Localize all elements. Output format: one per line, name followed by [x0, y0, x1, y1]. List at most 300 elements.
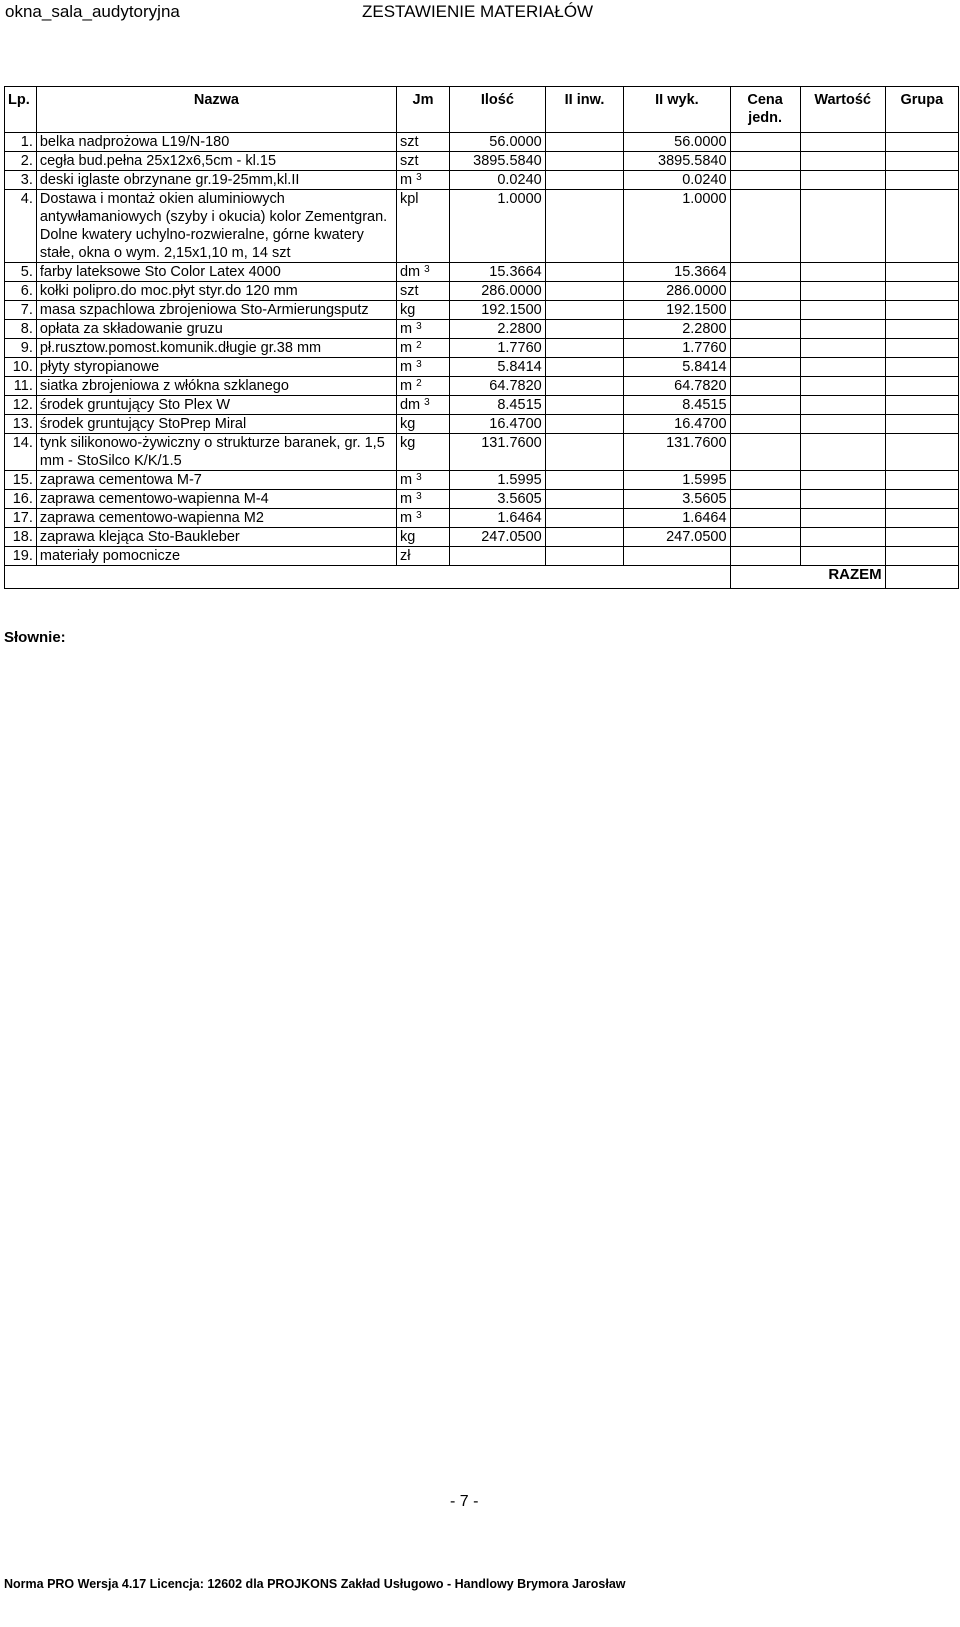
row-qty — [450, 152, 546, 171]
total-label: RAZEM — [730, 566, 885, 589]
row-name — [36, 282, 396, 301]
row-qty — [450, 396, 546, 415]
row-ii-inw — [545, 415, 624, 434]
row-lp — [5, 282, 37, 301]
row-value — [800, 490, 885, 509]
row-qty-text: 16.4700 — [489, 416, 542, 432]
row-ii-inw — [545, 320, 624, 339]
row-jm-text: szt — [399, 153, 419, 169]
row-ii-wyk — [624, 396, 730, 415]
row-name-text: opłata za składowanie gruzu — [39, 321, 223, 337]
row-ii-wyk-text: 16.4700 — [674, 416, 727, 432]
row-lp-text: 5. — [20, 264, 33, 280]
row-value — [800, 282, 885, 301]
row-jm-text: kg — [399, 529, 416, 545]
row-qty-text: 247.0500 — [481, 529, 542, 545]
row-lp-text: 8. — [20, 321, 33, 337]
row-group — [885, 547, 958, 566]
row-ii-wyk — [624, 190, 730, 263]
row-qty-text: 5.8414 — [497, 359, 542, 375]
row-ii-wyk-text: 8.4515 — [682, 397, 727, 413]
row-value — [800, 263, 885, 282]
total-group-cell — [885, 566, 958, 589]
row-name — [36, 152, 396, 171]
row-jm — [396, 396, 449, 415]
document-name: okna_sala_audytoryjna — [5, 2, 180, 21]
row-ii-wyk — [624, 490, 730, 509]
row-ii-inw — [545, 133, 624, 152]
row-name-text: siatka zbrojeniowa z włókna szklanego — [39, 378, 289, 394]
row-group — [885, 471, 958, 490]
row-lp — [5, 509, 37, 528]
row-price — [730, 301, 800, 320]
col-header-wartosc: Wartość — [800, 87, 885, 133]
row-ii-wyk — [624, 339, 730, 358]
row-qty — [450, 377, 546, 396]
table-row — [5, 434, 959, 471]
row-ii-inw — [545, 509, 624, 528]
row-name — [36, 377, 396, 396]
row-qty — [450, 339, 546, 358]
row-ii-wyk — [624, 358, 730, 377]
row-jm-text: kg — [399, 302, 416, 318]
col-header-nazwa: Nazwa — [36, 87, 396, 133]
row-ii-wyk — [624, 133, 730, 152]
row-qty-text: 1.7760 — [497, 340, 542, 356]
document-title: ZESTAWIENIE MATERIAŁÓW — [362, 2, 594, 21]
row-jm-text: m — [399, 472, 413, 488]
row-ii-inw — [545, 339, 624, 358]
row-lp-text: 7. — [20, 302, 33, 318]
row-name-text: materiały pomocnicze — [39, 548, 181, 564]
row-value — [800, 547, 885, 566]
row-price — [730, 434, 800, 471]
row-price — [730, 528, 800, 547]
row-group — [885, 301, 958, 320]
row-ii-wyk-text: 1.7760 — [682, 340, 727, 356]
row-price — [730, 415, 800, 434]
row-name-text: tynk silikonowo-żywiczny o strukturze baranek, gr. 1,5 mm - StoSilco K/K/1.5 — [39, 435, 385, 469]
row-price — [730, 396, 800, 415]
table-row — [5, 152, 959, 171]
table-row — [5, 133, 959, 152]
row-lp-text: 11. — [13, 378, 33, 394]
row-lp — [5, 377, 37, 396]
row-ii-wyk-text: 286.0000 — [666, 283, 727, 299]
row-value — [800, 339, 885, 358]
row-jm — [396, 339, 449, 358]
table-row — [5, 396, 959, 415]
row-qty — [450, 547, 546, 566]
table-row — [5, 471, 959, 490]
row-jm — [396, 547, 449, 566]
row-qty — [450, 263, 546, 282]
row-ii-inw — [545, 358, 624, 377]
row-jm-text: m — [399, 510, 413, 526]
total-spacer — [5, 566, 731, 589]
row-ii-wyk — [624, 152, 730, 171]
row-jm-text: m — [399, 491, 413, 507]
row-jm — [396, 301, 449, 320]
row-lp — [5, 133, 37, 152]
row-qty-text: 192.1500 — [481, 302, 542, 318]
unit-exponent: 3 — [416, 491, 422, 502]
row-jm-text: m — [399, 172, 413, 188]
unit-exponent: 3 — [416, 359, 422, 370]
row-group — [885, 358, 958, 377]
col-header-lp: Lp. — [5, 87, 37, 133]
row-name — [36, 415, 396, 434]
unit-exponent: 3 — [416, 472, 422, 483]
unit-exponent: 3 — [416, 321, 422, 332]
row-price — [730, 171, 800, 190]
row-lp — [5, 320, 37, 339]
row-jm — [396, 471, 449, 490]
row-qty-text: 1.6464 — [497, 510, 542, 526]
row-jm-text: szt — [399, 283, 419, 299]
row-group — [885, 133, 958, 152]
row-ii-inw — [545, 471, 624, 490]
row-jm — [396, 415, 449, 434]
row-name-text: środek gruntujący StoPrep Miral — [39, 416, 247, 432]
row-name — [36, 434, 396, 471]
row-name-text: belka nadprożowa L19/N-180 — [39, 134, 230, 150]
row-price — [730, 263, 800, 282]
row-price — [730, 133, 800, 152]
unit-exponent: 3 — [424, 397, 430, 408]
row-group — [885, 509, 958, 528]
row-ii-wyk — [624, 434, 730, 471]
col-header-ilosc: Ilość — [450, 87, 546, 133]
unit-exponent: 2 — [416, 340, 422, 351]
row-ii-wyk-text: 3.5605 — [682, 491, 727, 507]
row-ii-wyk-text: 5.8414 — [682, 359, 727, 375]
row-lp-text: 1. — [20, 134, 33, 150]
row-qty — [450, 301, 546, 320]
row-group — [885, 320, 958, 339]
row-ii-wyk — [624, 471, 730, 490]
table-row — [5, 377, 959, 396]
row-ii-inw — [545, 171, 624, 190]
row-name-text: farby lateksowe Sto Color Latex 4000 — [39, 264, 281, 280]
row-ii-inw — [545, 396, 624, 415]
row-lp — [5, 263, 37, 282]
row-lp — [5, 528, 37, 547]
row-value — [800, 171, 885, 190]
row-lp — [5, 152, 37, 171]
row-name-text: cegła bud.pełna 25x12x6,5cm - kl.15 — [39, 153, 277, 169]
row-group — [885, 263, 958, 282]
row-ii-wyk — [624, 415, 730, 434]
row-lp-text: 6. — [20, 283, 33, 299]
row-qty — [450, 471, 546, 490]
row-value — [800, 396, 885, 415]
row-jm — [396, 190, 449, 263]
row-jm — [396, 282, 449, 301]
row-jm — [396, 320, 449, 339]
row-qty — [450, 190, 546, 263]
row-qty — [450, 415, 546, 434]
row-name-text: zaprawa cementowo-wapienna M-4 — [39, 491, 269, 507]
table-row — [5, 171, 959, 190]
unit-exponent: 2 — [416, 378, 422, 389]
row-value — [800, 152, 885, 171]
table-row — [5, 320, 959, 339]
row-name-text: kołki polipro.do moc.płyt styr.do 120 mm — [39, 283, 298, 299]
row-jm-text: zł — [399, 548, 411, 564]
row-value — [800, 301, 885, 320]
row-value — [800, 377, 885, 396]
row-name — [36, 509, 396, 528]
row-jm — [396, 528, 449, 547]
row-ii-wyk-text: 56.0000 — [674, 134, 727, 150]
row-lp-text: 4. — [20, 191, 33, 207]
row-name-text: Dostawa i montaż okien aluminiowych antywłamaniowych (szyby i okucia) kolor Zementgran. Dolne kwatery uchylno-rozwieralne, górne kwatery stałe, okna o wym. 2,15x1,10 m, 14 szt — [39, 191, 388, 261]
row-name — [36, 358, 396, 377]
row-name — [36, 339, 396, 358]
row-ii-inw — [545, 190, 624, 263]
row-qty-text: 56.0000 — [489, 134, 542, 150]
row-ii-wyk — [624, 171, 730, 190]
row-jm — [396, 490, 449, 509]
row-value — [800, 358, 885, 377]
row-ii-wyk-text: 15.3664 — [674, 264, 727, 280]
row-lp — [5, 490, 37, 509]
row-name — [36, 320, 396, 339]
row-qty-text: 3895.5840 — [473, 153, 542, 169]
row-qty-text: 8.4515 — [497, 397, 542, 413]
row-name — [36, 133, 396, 152]
row-lp-text: 13. — [12, 416, 33, 432]
row-jm-text: kg — [399, 416, 416, 432]
row-jm-text: kpl — [399, 191, 419, 207]
row-ii-wyk-text: 1.5995 — [682, 472, 727, 488]
table-row — [5, 263, 959, 282]
row-value — [800, 509, 885, 528]
row-lp — [5, 396, 37, 415]
row-ii-inw — [545, 490, 624, 509]
row-lp — [5, 339, 37, 358]
row-jm-text: szt — [399, 134, 419, 150]
row-name-text: środek gruntujący Sto Plex W — [39, 397, 231, 413]
row-jm-text: m — [399, 321, 413, 337]
row-lp — [5, 434, 37, 471]
row-lp-text: 3. — [20, 172, 33, 188]
row-ii-wyk-text: 1.6464 — [682, 510, 727, 526]
row-lp — [5, 171, 37, 190]
row-name — [36, 471, 396, 490]
materials-table — [4, 86, 959, 589]
row-name — [36, 490, 396, 509]
unit-exponent: 3 — [416, 172, 422, 183]
row-lp-text: 2. — [20, 153, 33, 169]
row-ii-wyk-text: 1.0000 — [682, 191, 727, 207]
footer-license: Norma PRO Wersja 4.17 Licencja: 12602 dla PROJKONS Zakład Usługowo - Handlowy Brymora Jarosław — [4, 1577, 626, 1591]
row-name-text: pł.rusztow.pomost.komunik.długie gr.38 mm — [39, 340, 322, 356]
row-lp — [5, 190, 37, 263]
row-price — [730, 471, 800, 490]
row-qty — [450, 320, 546, 339]
row-name — [36, 171, 396, 190]
row-group — [885, 415, 958, 434]
table-row — [5, 490, 959, 509]
row-price — [730, 490, 800, 509]
row-ii-wyk — [624, 528, 730, 547]
row-price — [730, 509, 800, 528]
row-qty-text: 15.3664 — [489, 264, 542, 280]
row-lp — [5, 301, 37, 320]
row-ii-inw — [545, 152, 624, 171]
row-name-text: płyty styropianowe — [39, 359, 160, 375]
row-group — [885, 190, 958, 263]
col-header-ii-inw: II inw. — [545, 87, 624, 133]
col-header-cena: Cena jedn. — [730, 87, 800, 133]
row-group — [885, 282, 958, 301]
row-jm — [396, 263, 449, 282]
table-row — [5, 509, 959, 528]
row-value — [800, 133, 885, 152]
row-ii-inw — [545, 434, 624, 471]
row-lp — [5, 415, 37, 434]
row-name-text: zaprawa cementowa M-7 — [39, 472, 202, 488]
row-lp-text: 10. — [12, 359, 33, 375]
col-header-jm: Jm — [396, 87, 449, 133]
table-row — [5, 547, 959, 566]
table-row — [5, 528, 959, 547]
row-lp-text: 12. — [12, 397, 33, 413]
row-ii-wyk — [624, 282, 730, 301]
table-row — [5, 190, 959, 263]
row-jm-text: kg — [399, 435, 416, 451]
row-name-text: zaprawa cementowo-wapienna M2 — [39, 510, 264, 526]
row-name — [36, 528, 396, 547]
table-row — [5, 301, 959, 320]
row-name-text: zaprawa klejąca Sto-Baukleber — [39, 529, 240, 545]
row-ii-wyk-text: 3895.5840 — [658, 153, 727, 169]
row-lp-text: 18. — [12, 529, 33, 545]
row-qty — [450, 490, 546, 509]
row-lp-text: 17. — [12, 510, 33, 526]
row-ii-inw — [545, 263, 624, 282]
row-ii-wyk — [624, 377, 730, 396]
row-qty-text: 2.2800 — [497, 321, 542, 337]
row-value — [800, 320, 885, 339]
row-value — [800, 528, 885, 547]
row-ii-wyk-text: 2.2800 — [682, 321, 727, 337]
row-value — [800, 415, 885, 434]
row-name — [36, 396, 396, 415]
row-group — [885, 396, 958, 415]
row-ii-wyk-text: 247.0500 — [666, 529, 727, 545]
row-lp — [5, 358, 37, 377]
row-jm-text: m — [399, 378, 413, 394]
row-group — [885, 152, 958, 171]
row-qty — [450, 434, 546, 471]
col-header-ii-wyk: II wyk. — [624, 87, 730, 133]
row-group — [885, 490, 958, 509]
row-group — [885, 528, 958, 547]
row-jm — [396, 509, 449, 528]
row-price — [730, 190, 800, 263]
table-row — [5, 358, 959, 377]
row-price — [730, 547, 800, 566]
row-jm-text: m — [399, 340, 413, 356]
row-jm — [396, 171, 449, 190]
row-qty-text: 1.0000 — [497, 191, 542, 207]
row-lp-text: 19. — [12, 548, 33, 564]
row-qty — [450, 509, 546, 528]
row-lp-text: 9. — [20, 340, 33, 356]
row-ii-inw — [545, 547, 624, 566]
row-price — [730, 377, 800, 396]
row-jm — [396, 358, 449, 377]
row-ii-inw — [545, 301, 624, 320]
row-ii-inw — [545, 377, 624, 396]
row-lp — [5, 471, 37, 490]
row-jm-text: dm — [399, 264, 421, 280]
row-name-text: masa szpachlowa zbrojeniowa Sto-Armierungsputz — [39, 302, 369, 318]
table-row — [5, 415, 959, 434]
row-qty-text: 286.0000 — [481, 283, 542, 299]
row-name — [36, 301, 396, 320]
row-ii-inw — [545, 282, 624, 301]
row-jm-text: m — [399, 359, 413, 375]
row-price — [730, 320, 800, 339]
row-qty-text: 0.0240 — [497, 172, 542, 188]
row-jm — [396, 377, 449, 396]
row-price — [730, 339, 800, 358]
row-jm — [396, 152, 449, 171]
row-group — [885, 339, 958, 358]
row-group — [885, 377, 958, 396]
row-ii-wyk-text: 131.7600 — [666, 435, 727, 451]
row-lp-text: 14. — [12, 435, 33, 451]
row-lp — [5, 547, 37, 566]
row-qty — [450, 282, 546, 301]
row-group — [885, 171, 958, 190]
row-qty — [450, 358, 546, 377]
row-value — [800, 434, 885, 471]
row-ii-wyk — [624, 301, 730, 320]
row-name — [36, 263, 396, 282]
row-lp-text: 16. — [12, 491, 33, 507]
row-ii-wyk — [624, 263, 730, 282]
table-header-row — [5, 87, 959, 133]
unit-exponent: 3 — [424, 264, 430, 275]
row-name — [36, 547, 396, 566]
row-qty-text: 1.5995 — [497, 472, 542, 488]
row-qty-text: 64.7820 — [489, 378, 542, 394]
row-name — [36, 190, 396, 263]
row-jm — [396, 434, 449, 471]
page-number: - 7 - — [450, 1493, 479, 1510]
unit-exponent: 3 — [416, 510, 422, 521]
row-name-text: deski iglaste obrzynane gr.19-25mm,kl.II — [39, 172, 300, 188]
row-value — [800, 190, 885, 263]
row-ii-wyk-text: 0.0240 — [682, 172, 727, 188]
row-qty — [450, 528, 546, 547]
total-row — [5, 566, 959, 589]
row-ii-wyk — [624, 547, 730, 566]
row-ii-wyk-text: 192.1500 — [666, 302, 727, 318]
row-jm — [396, 133, 449, 152]
row-group — [885, 434, 958, 471]
row-qty-text: 131.7600 — [481, 435, 542, 451]
row-lp-text: 15. — [12, 472, 33, 488]
row-ii-wyk-text: 64.7820 — [674, 378, 727, 394]
row-ii-wyk — [624, 509, 730, 528]
row-price — [730, 152, 800, 171]
